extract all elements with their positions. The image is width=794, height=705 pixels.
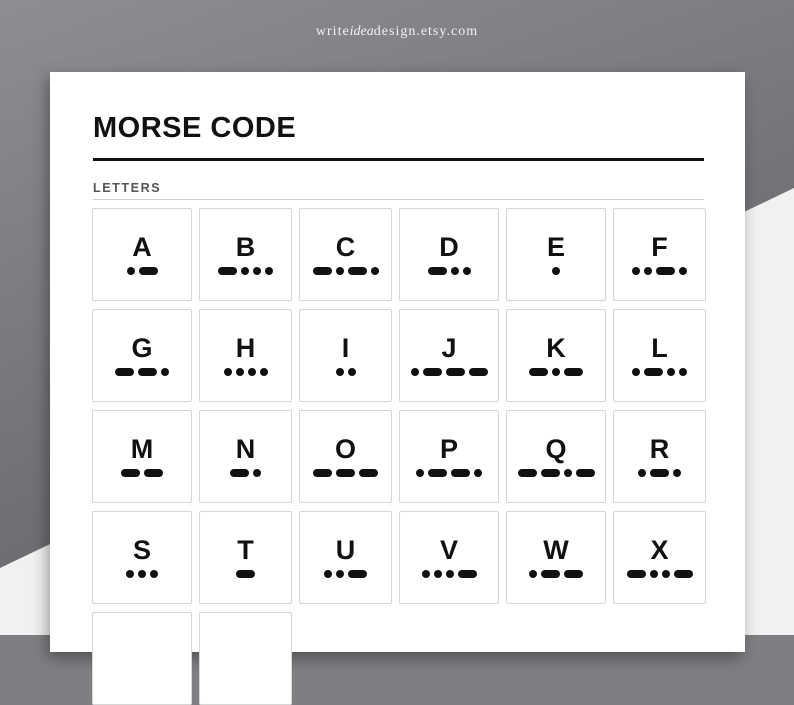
morse-dash	[423, 368, 442, 376]
watermark	[0, 24, 794, 40]
morse-dash	[564, 570, 583, 578]
morse-dot	[224, 368, 232, 376]
morse-dot	[371, 267, 379, 275]
morse-dash	[348, 267, 367, 275]
watermark-suffix: design.etsy.com	[373, 24, 479, 39]
morse-dot	[336, 368, 344, 376]
letter-card	[506, 309, 606, 402]
morse-dash	[469, 368, 488, 376]
letter-char: J	[441, 333, 457, 363]
morse-dash	[644, 368, 663, 376]
morse-dash	[518, 469, 537, 477]
morse-code	[324, 569, 367, 578]
letter-card	[199, 511, 292, 604]
letter-card	[613, 309, 706, 402]
morse-code	[416, 468, 482, 477]
morse-dot	[679, 267, 687, 275]
morse-code	[336, 367, 356, 376]
morse-dash	[359, 469, 378, 477]
morse-dash	[428, 469, 447, 477]
morse-dash	[446, 368, 465, 376]
letter-card	[92, 511, 192, 604]
letter-card	[613, 410, 706, 503]
morse-dot	[411, 368, 419, 376]
morse-dot	[416, 469, 424, 477]
letter-char: O	[334, 434, 356, 464]
morse-dot	[529, 570, 537, 578]
morse-code	[529, 367, 583, 376]
letter-char: X	[650, 535, 669, 565]
morse-code	[518, 468, 595, 477]
letter-char: M	[130, 434, 154, 464]
morse-dot	[253, 267, 261, 275]
morse-code	[529, 569, 583, 578]
letter-card	[299, 511, 392, 604]
morse-code	[127, 266, 158, 275]
letter-card	[613, 511, 706, 604]
letter-card	[399, 309, 499, 402]
morse-dash	[576, 469, 595, 477]
letter-char: L	[651, 333, 668, 363]
morse-dash	[348, 570, 367, 578]
letter-card	[299, 410, 392, 503]
letter-card	[92, 612, 192, 705]
morse-code	[313, 468, 378, 477]
morse-dot	[260, 368, 268, 376]
morse-code	[224, 367, 268, 376]
morse-dot	[644, 267, 652, 275]
morse-dot	[150, 570, 158, 578]
letter-char: D	[439, 232, 459, 262]
printable-sheet	[50, 72, 745, 652]
morse-code	[218, 266, 273, 275]
morse-code	[638, 468, 681, 477]
morse-dash	[218, 267, 237, 275]
morse-code	[121, 468, 163, 477]
morse-dash	[313, 469, 332, 477]
letter-char: N	[235, 434, 256, 464]
morse-code	[428, 266, 471, 275]
letter-card	[506, 410, 606, 503]
watermark-script: idea	[349, 24, 374, 39]
morse-dash	[564, 368, 583, 376]
morse-dash	[650, 469, 669, 477]
morse-dot	[161, 368, 169, 376]
morse-dash	[541, 570, 560, 578]
morse-dash	[139, 267, 158, 275]
letter-char: B	[235, 232, 256, 262]
morse-dot	[552, 267, 560, 275]
letter-card	[299, 208, 392, 301]
section-label: LETTERS	[93, 181, 162, 195]
morse-dot	[474, 469, 482, 477]
morse-dot	[552, 368, 560, 376]
morse-dash	[121, 469, 140, 477]
morse-dot	[236, 368, 244, 376]
morse-dot	[632, 368, 640, 376]
morse-dot	[336, 570, 344, 578]
morse-dot	[434, 570, 442, 578]
morse-dot	[650, 570, 658, 578]
morse-dash	[336, 469, 355, 477]
letter-grid	[92, 208, 704, 705]
morse-dash	[313, 267, 332, 275]
letter-card	[92, 208, 192, 301]
letter-char: T	[237, 535, 254, 565]
morse-code	[115, 367, 169, 376]
morse-dash	[529, 368, 548, 376]
morse-dot	[632, 267, 640, 275]
morse-dash	[115, 368, 134, 376]
letter-char: C	[335, 232, 356, 262]
morse-code	[422, 569, 477, 578]
title-divider	[93, 158, 704, 161]
page-title: MORSE CODE	[93, 112, 297, 144]
morse-dash	[428, 267, 447, 275]
letter-card	[199, 208, 292, 301]
morse-dot	[638, 469, 646, 477]
morse-dot	[138, 570, 146, 578]
letter-char: G	[131, 333, 153, 363]
letter-char: R	[649, 434, 670, 464]
morse-dot	[679, 368, 687, 376]
morse-dash	[144, 469, 163, 477]
morse-dash	[458, 570, 477, 578]
morse-code	[632, 266, 687, 275]
morse-dash	[541, 469, 560, 477]
morse-code	[552, 266, 560, 275]
morse-dash	[230, 469, 249, 477]
letter-char: I	[341, 333, 350, 363]
letter-card	[199, 309, 292, 402]
morse-dot	[451, 267, 459, 275]
letter-char: V	[439, 535, 458, 565]
morse-code	[627, 569, 693, 578]
morse-dot	[253, 469, 261, 477]
letter-card	[399, 511, 499, 604]
morse-dot	[446, 570, 454, 578]
letter-card	[399, 208, 499, 301]
letter-char: E	[546, 232, 565, 262]
letter-card	[506, 208, 606, 301]
letter-card	[506, 511, 606, 604]
letter-card	[299, 309, 392, 402]
morse-code	[632, 367, 687, 376]
letter-char: S	[132, 535, 151, 565]
morse-dash	[236, 570, 255, 578]
letter-card	[199, 410, 292, 503]
letter-char: H	[235, 333, 256, 363]
morse-dash	[627, 570, 646, 578]
morse-dash	[656, 267, 675, 275]
letter-char: K	[546, 333, 566, 363]
morse-code	[313, 266, 379, 275]
morse-code	[411, 367, 488, 376]
morse-dot	[673, 469, 681, 477]
morse-code	[126, 569, 158, 578]
section-divider	[93, 199, 704, 200]
morse-dot	[324, 570, 332, 578]
morse-code	[236, 569, 255, 578]
morse-code	[230, 468, 261, 477]
letter-card	[92, 309, 192, 402]
morse-dot	[667, 368, 675, 376]
morse-dot	[463, 267, 471, 275]
morse-dot	[127, 267, 135, 275]
morse-dash	[138, 368, 157, 376]
letter-char: P	[439, 434, 458, 464]
morse-dot	[564, 469, 572, 477]
letter-card	[92, 410, 192, 503]
morse-dot	[348, 368, 356, 376]
morse-dot	[241, 267, 249, 275]
letter-card	[613, 208, 706, 301]
letter-char: F	[651, 232, 668, 262]
letter-char: U	[335, 535, 356, 565]
letter-card	[199, 612, 292, 705]
watermark-prefix: write	[315, 24, 350, 39]
letter-card	[399, 410, 499, 503]
letter-char: W	[543, 535, 569, 565]
letter-char: Q	[545, 434, 567, 464]
morse-dot	[336, 267, 344, 275]
morse-dot	[265, 267, 273, 275]
morse-dot	[662, 570, 670, 578]
morse-dot	[422, 570, 430, 578]
morse-dash	[674, 570, 693, 578]
morse-dot	[126, 570, 134, 578]
morse-dot	[248, 368, 256, 376]
morse-dash	[451, 469, 470, 477]
letter-char: A	[132, 232, 152, 262]
